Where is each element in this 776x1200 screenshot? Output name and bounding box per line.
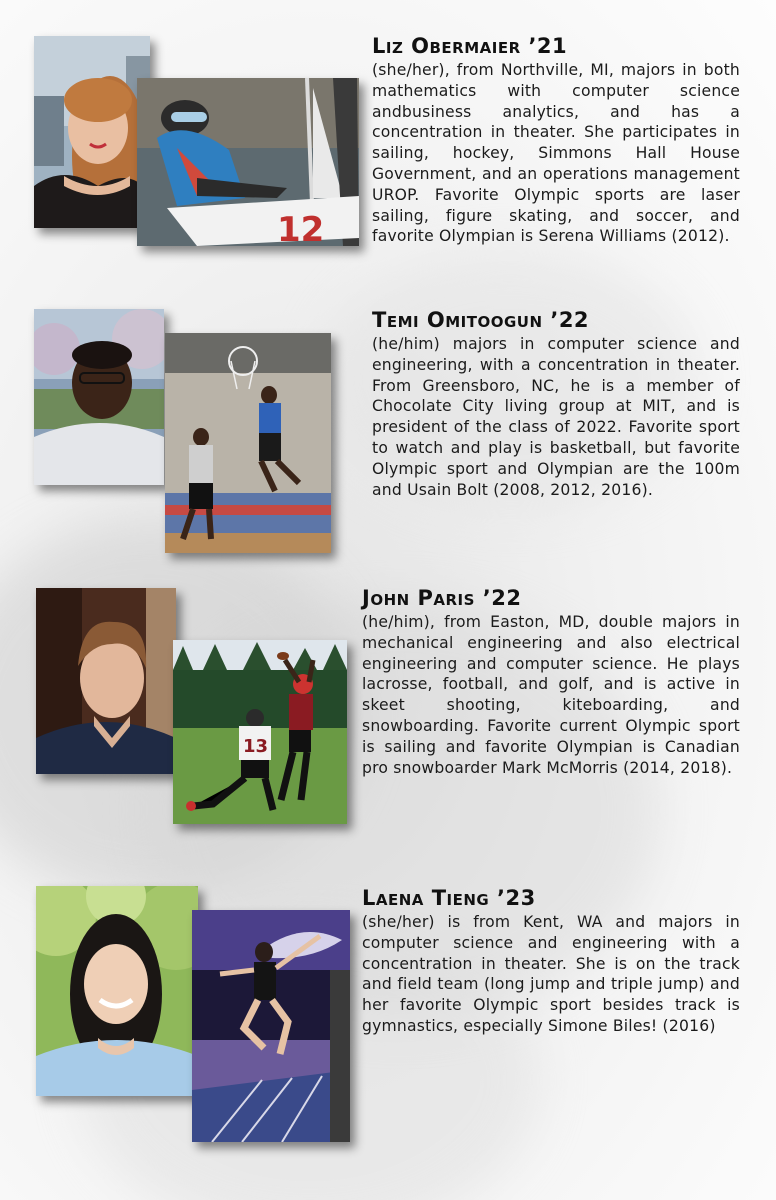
profile-name: John Paris ’22 (362, 586, 522, 610)
sail-number-label: 12 (277, 210, 325, 246)
football-action-photo (173, 640, 347, 824)
profile-name: Laena Tieng ’23 (362, 886, 536, 910)
profile-name: Liz Obermaier ’21 (372, 34, 568, 58)
jersey-number-label: 13 (243, 736, 269, 757)
profile-description: (she/her), from Northville, MI, majors in both mathematics with computer science andbusiness analytics, and has a concentration in theater. She participates in sailing, hockey, Simmons Hall House Government, and an operations management UROP. Favorite Olympic sports are laser sailing, figure skating, and soccer, and favorite Olympian is Serena Williams (2012). (372, 61, 740, 246)
long-jump-action-photo (192, 910, 350, 1142)
profile-description: (he/him), from Easton, MD, double majors in mechanical engineering and also electrical engineering and computer science. He plays lacrosse, football, and golf, and is active in skeet shooting, kiteboarding, and snowboarding. Favorite current Olympic sport is sailing and favorite Olympian is Canadian pro snowboarder Mark McMorris (2014, 2018). (362, 613, 740, 777)
profile-bio-block (362, 886, 740, 1037)
profile-bio-block (362, 586, 740, 778)
profile-description: (he/him) majors in computer science and engineering, with a concentration in theater. From Greensboro, NC, he is a member of Chocolate City living group at MIT, and is president of the class of 2022. Favorite sport to watch and play is basketball, but favorite Olympic sport and Olympian are the 100m and Usain Bolt (2008, 2012, 2016). (372, 335, 740, 499)
headshot-photo (36, 886, 198, 1096)
profile-bio-block (372, 34, 740, 247)
sailing-action-photo (137, 78, 359, 246)
headshot-photo (34, 309, 164, 485)
profile-bio-block (372, 308, 740, 500)
headshot-photo (36, 588, 176, 774)
profile-description: (she/her) is from Kent, WA and majors in computer science and engineering with a concentration in theater. She is on the track and field team (long jump and triple jump) and her favorite Olympic sport besides track is gymnastics, especially Simone Biles! (2016) (362, 913, 740, 1035)
basketball-action-photo (165, 333, 331, 553)
profile-name: Temi Omitoogun ’22 (372, 308, 590, 332)
headshot-photo (34, 36, 150, 228)
